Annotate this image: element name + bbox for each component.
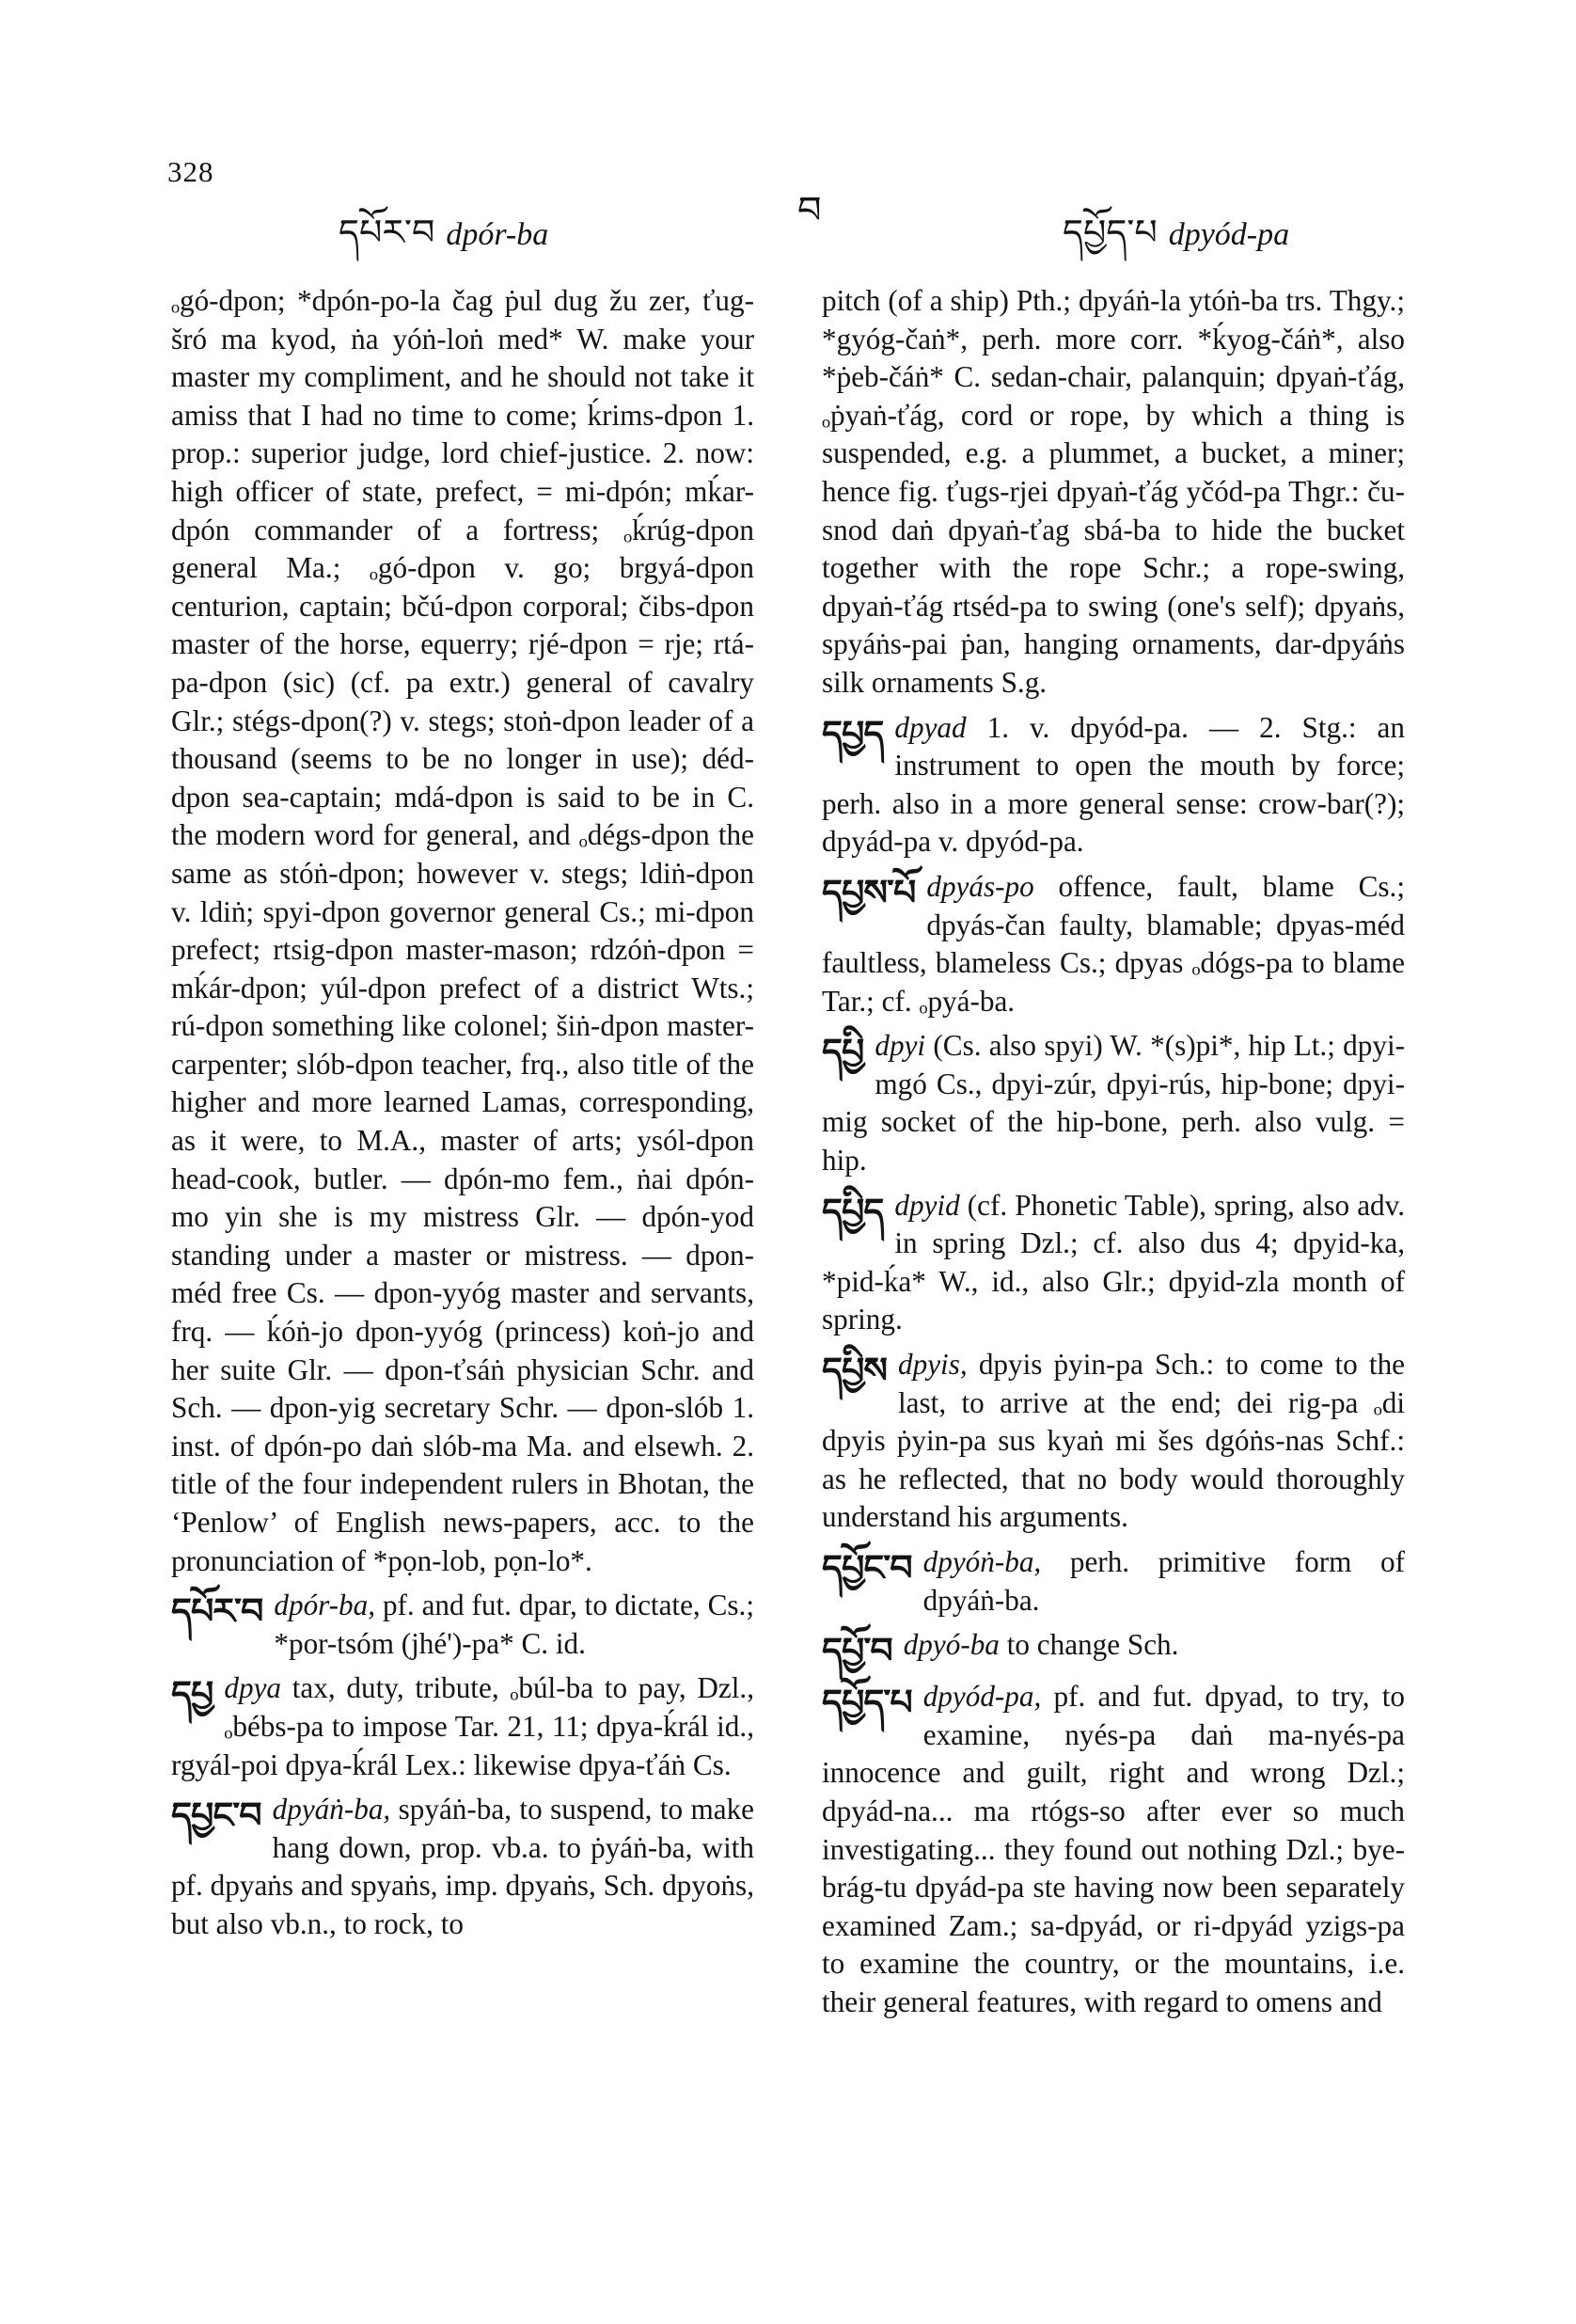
entry-definition: (Cs. also spyi) W. *(s)pi*, hip Lt.; dpyi-mgó Cs., dpyi-zúr, dpyi-rús, hip-bone; dpyi-mig socket of the hip-bone, perh. also vulg. = hip. [822, 1029, 1405, 1178]
tibetan-headword: དཔྱ [171, 1673, 213, 1715]
running-head-right [1063, 193, 1289, 293]
page-number: 328 [167, 155, 214, 188]
running-head-right-translit: dpyód-pa [1168, 217, 1290, 252]
running-head-left-translit: dpór-ba [446, 217, 549, 252]
dictionary-entry [822, 282, 1405, 703]
transliterated-lemma: dpór-ba, [274, 1589, 376, 1622]
entry-definition: dpyis ṗyin-pa Sch.: to come to the last, to arrive at the end; dei rig-pa ₒdi dpyis ṗyin-pa sus kyaṅ mi šes dgóṅs-nas Schf.: as he reflected, that no body would thoroughly understand his arguments. [822, 1348, 1405, 1534]
dictionary-entry [171, 1791, 754, 1943]
tibetan-headword: དཔྱིས [822, 1350, 888, 1392]
tibetan-headword: དཔྱང་བ [171, 1794, 261, 1837]
entry-definition: 1. v. dpyód-pa. — 2. Stg.: an instrument to open the mouth by force; perh. also in a more general sense: crow-bar(?); dpyád-pa v. dpyód-pa. [822, 710, 1405, 859]
transliterated-lemma: dpyóṅ-ba, [922, 1545, 1042, 1578]
dictionary-entry [822, 1346, 1405, 1537]
transliterated-lemma: dpyáṅ-ba, [272, 1793, 391, 1826]
left-column [171, 282, 754, 1951]
entry-definition: pitch (of a ship) Pth.; dpyáṅ-la ytóṅ-ba trs. Thgy.; *gyóg-čaṅ*, perh. more corr. *ḱyog-čáṅ*, also *ṗeb-čáṅ* C. sedan-chair, palanquin; dpyaṅ-ťág, ₒṗyaṅ-ťág, cord or rope, by which a thing is suspended, e.g. a plummet, a bucket, a miner; hence fig. ťugs-rjei dpyaṅ-ťág yčód-pa Thgr.: ču-snod daṅ dpyaṅ-ťag sbá-ba to hide the bucket together with the rope Schr.; a rope-swing, dpyaṅ-ťág rtséd-pa to swing (one's self); dpyaṅs, spyáṅs-pai ṗan, hanging ornaments, dar-dpyáṅs silk ornaments S.g. [822, 284, 1405, 699]
dictionary-entry [822, 1626, 1405, 1671]
entry-definition: perh. primitive form of dpyáṅ-ba. [922, 1545, 1405, 1617]
dictionary-entry [822, 1543, 1405, 1620]
tibetan-headword: དཔྱས་པོ [822, 871, 916, 913]
dictionary-entry [822, 868, 1405, 1020]
dictionary-entry [822, 1187, 1405, 1339]
tibetan-headword: དཔྱོད་པ [822, 1682, 912, 1724]
dictionary-entry [822, 1678, 1405, 2021]
transliterated-lemma: dpyad [894, 710, 967, 744]
dictionary-entry [171, 282, 754, 1580]
tibetan-headword: དཔྱི [822, 1031, 864, 1073]
transliterated-lemma: dpyis, [898, 1348, 968, 1382]
running-head-letter: བ [797, 189, 822, 232]
dictionary-entry [171, 1587, 754, 1663]
entry-definition: offence, fault, blame Cs.; dpyás-čan faulty, blamable; dpyas-méd faultless, blameless Cs.; dpyas ₒdógs-pa to blame Tar.; cf. ₒpyá-ba. [822, 869, 1406, 1018]
entry-definition: pf. and fut. dpar, to dictate, Cs.; *por-tsóm (jhé')-pa* C. id. [274, 1589, 754, 1660]
entry-definition: ₒgó-dpon; *dpón-po-la čag ṗul dug žu zer, ťug-šró ma kyod, ṅa yóṅ-loṅ med* W. make your master my compliment, and he should not take it amiss that I had no time to come; ḱrims-dpon 1. prop.: superior judge, lord chief-justice. 2. now: high officer of state, prefect, = mi-dpón; mḱar-dpón commander of a fortress; ₒḱrúg-dpon general Ma.; ₒgó-dpon v. go; brgyá-dpon centurion, captain; bčú-dpon corporal; čibs-dpon master of the horse, equerry; rjé-dpon = rje; rtá-pa-dpon (sic) (cf. pa extr.) general of cavalry Glr.; stégs-dpon(?) v. stegs; stoṅ-dpon leader of a thousand (seems to be no longer in use); déd-dpon sea-captain; mdá-dpon is said to be in C. the modern word for general, and ₒdégs-dpon the same as stóṅ-dpon; however v. stegs; ldiṅ-dpon v. ldiṅ; spyi-dpon governor general Cs.; mi-dpon prefect; rtsig-dpon master-mason; rdzóṅ-dpon = mḱár-dpon; yúl-dpon prefect of a district Wts.; rú-dpon something like colonel; šiṅ-dpon master-carpenter; slób-dpon teacher, frq., also title of the higher and more learned Lamas, corresponding, as it were, to M.A., master of arts; ysól-dpon head-cook, butler. — dpón-mo fem., ṅai dpón-mo yin she is my mistress Glr. — dpón-yod standing under a master or mistress. — dpon-méd free Cs. — dpon-yyóg master and servants, frq. — ḱóṅ-jo dpon-yyóg (princess) koṅ-jo and her suite Glr. — dpon-ťsáṅ physician Schr. and Sch. — dpon-yig secretary Schr. — dpon-slób 1. inst. of dpón-po daṅ slób-ma Ma. and elsewh. 2. title of the four independent rulers in Bhotan, the ‘Penlow’ of English news-papers, acc. to the pronunciation of *pọn-lob, pọn-lo*. [171, 284, 754, 1577]
transliterated-lemma: dpyi [875, 1029, 926, 1063]
running-head-right-tibetan: དཔྱོད་པ [1063, 212, 1158, 253]
tibetan-headword: དཔྱོང་བ [822, 1547, 912, 1589]
entry-definition: pf. and fut. dpyad, to try, to examine, nyés-pa daṅ ma-nyés-pa innocence and guilt, right and wrong Dzl.; dpyád-na... ma rtógs-so after ever so much investigating... they found out nothing Dzl.; bye-brág-tu dpyád-pa ste having now been separately examined Zam.; sa-dpyád, or ri-dpyád yzigs-pa to examine the country, or the mountains, i.e. their general features, with regard to omens and [822, 1680, 1405, 2018]
transliterated-lemma: dpyó-ba [903, 1628, 1000, 1662]
dictionary-entry [822, 709, 1405, 862]
tibetan-headword: དཔྱད [822, 712, 884, 754]
entry-definition: (cf. Phonetic Table), spring, also adv. in spring Dzl.; cf. also dus 4; dpyid-ka, *pid-ḱa* W., id., also Glr.; dpyid-zla month of spring. [822, 1188, 1405, 1336]
transliterated-lemma: dpya [224, 1671, 281, 1705]
entry-definition: tax, duty, tribute, ₒbúl-ba to pay, Dzl., ₒbébs-pa to impose Tar. 21, 11; dpya-ḱrál id., rgyál-poi dpya-ḱrál Lex.: likewise dpya-ťáṅ Cs. [171, 1671, 754, 1781]
tibetan-headword: དཔྱིད [822, 1190, 884, 1232]
right-column [822, 282, 1405, 2029]
running-head-left [339, 193, 548, 293]
dictionary-entry [171, 1669, 754, 1784]
tibetan-headword: དཔྱོ་བ [822, 1630, 892, 1672]
running-head-left-tibetan: དཔོར་བ [339, 212, 435, 253]
transliterated-lemma: dpyid [894, 1188, 960, 1222]
transliterated-lemma: dpyód-pa, [922, 1680, 1042, 1714]
transliterated-lemma: dpyás-po [926, 869, 1034, 903]
entry-definition: spyáṅ-ba, to suspend, to make hang down, prop. vb.a. to ṗyáṅ-ba, with pf. dpyaṅs and spyaṅs, imp. dpyaṅs, Sch. dpyoṅs, but also vb.n., to rock, to [171, 1793, 755, 1940]
dictionary-entry [822, 1027, 1405, 1179]
tibetan-headword: དཔོར་བ [171, 1590, 263, 1633]
entry-definition: to change Sch. [1006, 1628, 1179, 1662]
